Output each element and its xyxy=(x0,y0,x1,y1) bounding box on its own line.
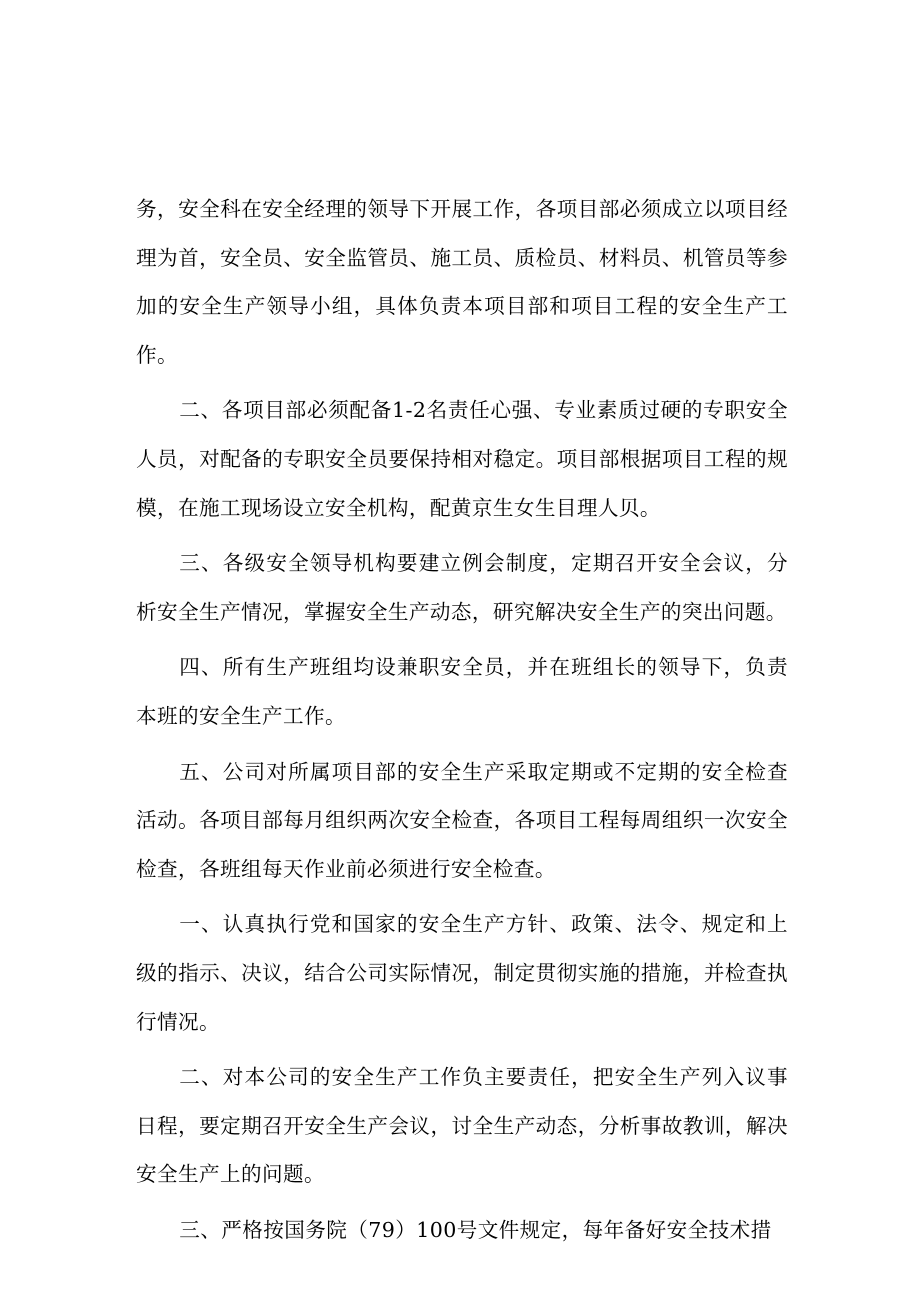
paragraph: 三、严格按国务院（79）100号文件规定，每年备好安全技术措 xyxy=(179,1217,772,1242)
paragraph: 二、对本公司的安全生产工作负主要责任，把安全生产列入议事日程，要定期召开安全生产会议，讨全生产动态，分析事故教训，解决安全生产上的问题。 xyxy=(136,1065,788,1187)
paragraph: 五、公司对所属项目部的安全生产采取定期或不定期的安全检查活动。各项目部每月组织两次安全检查，各项目工程每周组织一次安全检查，各班组每天作业前必须进行安全检查。 xyxy=(136,759,788,881)
paragraph: 三、各级安全领导机构要建立例会制度，定期召开安全会议，分析安全生产情况，掌握安全生产动态，研究解决安全生产的突出问题。 xyxy=(136,551,788,624)
paragraph: 务，安全科在安全经理的领导下开展工作，各项目部必须成立以项目经理为首，安全员、安全监管员、施工员、质检员、材料员、机管员等参加的安全生产领导小组，具体负责本项目部和项目工程的安全生产工作。 xyxy=(136,197,788,367)
paragraph: 四、所有生产班组均设兼职安全员，并在班组长的领导下，负责本班的安全生产工作。 xyxy=(136,655,788,728)
paragraph: 一、认真执行党和国家的安全生产方针、政策、法令、规定和上级的指示、决议，结合公司实际情况，制定贯彻实施的措施，并检查执行情况。 xyxy=(136,912,788,1034)
paragraph: 二、各项目部必须配备1-2名责任心强、专业素质过硬的专职安全人员，对配备的专职安全员要保持相对稳定。项目部根据项目工程的规模，在施工现场设立安全机构，配黄京生女生目理人贝。 xyxy=(136,398,788,520)
document-body xyxy=(136,185,788,1254)
